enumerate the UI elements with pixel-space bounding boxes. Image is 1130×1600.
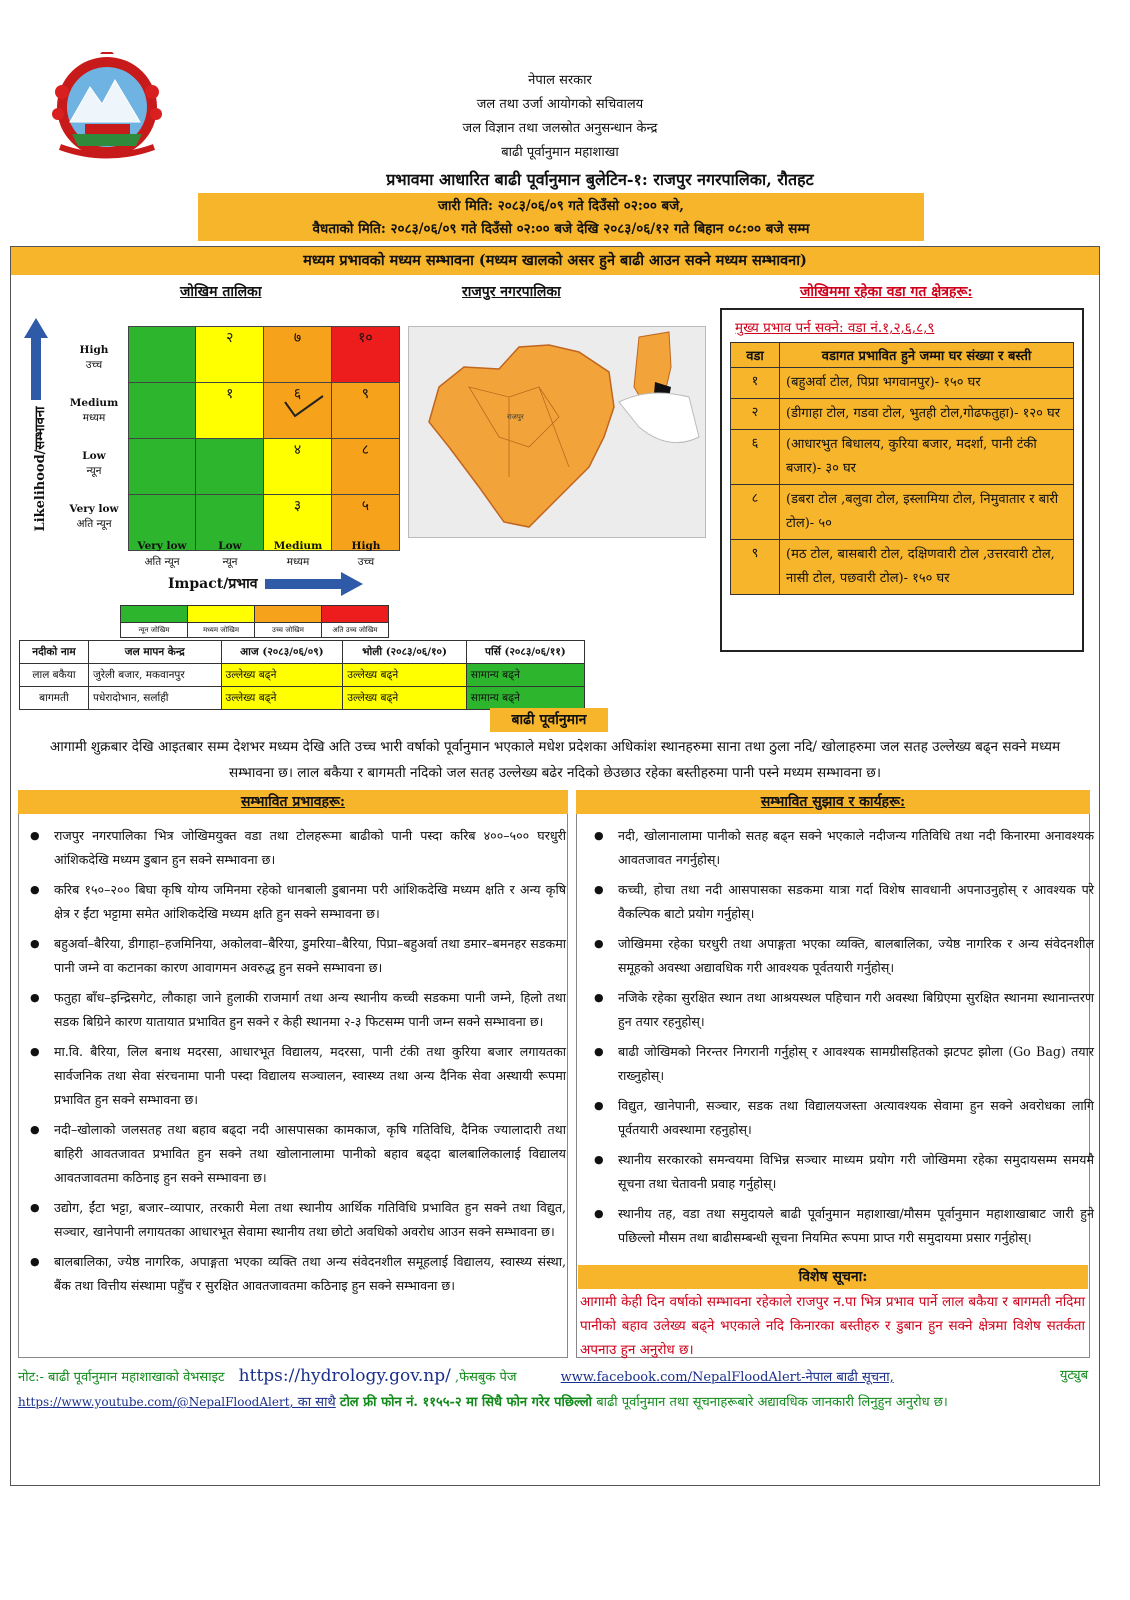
youtube-label: युट्युब	[1059, 1368, 1088, 1383]
river-name: बागमती	[20, 687, 89, 710]
likelihood-label-np: उच्च	[85, 359, 103, 371]
action-item: ● जोखिममा रहेका घरधुरी तथा अपाङ्गता भएका व्यक्ति, बालबालिका, ज्येष्ठ नागरिक र अन्य संवेदनशील समूहको अवस्था अद्यावधिक गरी आवश्यक पूर्वतयारी गर्नुहोस्।	[618, 932, 1094, 980]
nepal-emblem-icon	[40, 52, 175, 162]
department-name: जल विज्ञान तथा जलस्रोत अनुसन्धान केन्द्र	[462, 121, 658, 136]
ward-description: (मठ टोल, बासबारी टोल, दक्षिणवारी टोल ,उत्तरवारी टोल, नासी टोल, पछवारी टोल)- १५० घर	[780, 540, 1074, 595]
action-item: ● स्थानीय सरकारको समन्वयमा विभिन्न सञ्चार माध्यम प्रयोग गरी जोखिममा रहेका समुदायसम्म समयमै सूचना तथा चेतावनी प्रवाह गर्नुहोस्।	[618, 1148, 1094, 1196]
toll-end-text: बाढी पूर्वानुमान तथा सूचनाहरूबारे अद्यावधिक जानकारी लिनुहुन अनुरोध छ।	[596, 1395, 948, 1410]
impact-item: ● नदी–खोलाको जलसतह तथा बहाव बढ्दा नदी आसपासका कामकाज, कृषि गतिविधि, दैनिक ज्यालादारी तथा बाहिरी आवतजावत प्रभावित हुन सक्ने तथा खोलानालामा पानीको बहाव बढ्दा बालबालिकालाई विद्यालय आवतजावतमा कठिनाइ हुन सक्ने सम्भावना छ।	[54, 1118, 566, 1190]
issue-box	[198, 193, 924, 241]
footer-note	[18, 1364, 1088, 1415]
matrix-row	[129, 327, 400, 383]
risk-legend	[120, 605, 389, 638]
impact-label-en: Low	[218, 540, 242, 552]
facebook-name: -नेपाल बाढी सूचना,	[801, 1370, 894, 1385]
legend-swatch	[255, 606, 322, 623]
gov-name: नेपाल सरकार	[528, 73, 592, 88]
facebook-link[interactable]: www.facebook.com/NepalFloodAlert	[560, 1370, 802, 1385]
impact-label-np: अति न्यून	[144, 556, 180, 568]
ward-table	[730, 342, 1074, 595]
matrix-cell	[196, 439, 264, 495]
matrix-cell	[129, 439, 196, 495]
impact-label-en: High	[351, 540, 381, 552]
river-forecast-cell: सामान्य बढ्ने	[466, 664, 584, 687]
legend-swatches	[121, 606, 389, 623]
river-col-header: नदीको नाम	[20, 641, 89, 664]
river-forecast-cell: सामान्य बढ्ने	[466, 687, 584, 710]
toll-free-text: टोल फ्री फोन नं. ११५५-२ मा सिधै फोन गरेर पछिल्लो	[339, 1395, 593, 1410]
ward-row	[731, 540, 1074, 595]
impact-label-np: मध्यम	[286, 556, 310, 568]
matrix-cell	[129, 383, 196, 439]
river-col-header: आज (२०८३/०६/०९)	[221, 641, 343, 664]
matrix-cell: १	[196, 383, 264, 439]
action-item: ● कच्ची, होचा तथा नदी आसपासका सडकमा यात्रा गर्दा विशेष सावधानी अपनाउनुहोस् र आवश्यक परे वैकल्पिक बाटो प्रयोग गर्नुहोस्।	[618, 878, 1094, 926]
likelihood-label-en: Very low	[69, 503, 119, 515]
impacts-title: सम्भावित प्रभावहरू:	[18, 790, 568, 814]
matrix-cell	[129, 327, 196, 383]
likelihood-axis-label: Likelihood/सम्भावना	[33, 406, 48, 532]
ward-row	[731, 399, 1074, 430]
ward-description: (बहुअर्वा टोल, पिप्रा भगवानपुर)- १५० घर	[780, 368, 1074, 399]
impact-label	[128, 538, 196, 570]
impact-arrow-icon	[265, 572, 363, 596]
action-item: ● विद्युत, खानेपानी, सञ्चार, सडक तथा विद्यालयजस्ता अत्यावश्यक सेवामा हुन सक्ने अवरोधका लागि पूर्वतयारी अवस्थामा रहनुहोस्।	[618, 1094, 1094, 1142]
impacts-list	[20, 824, 566, 1304]
risk-matrix-title: जोखिम तालिका	[180, 284, 262, 300]
river-name: लाल बकैया	[20, 664, 89, 687]
issue-date: जारी मिति: २०८३/०६/०९ गते दिउँसो ०२:०० बजे,	[438, 198, 684, 214]
impact-banner: मध्यम प्रभावको मध्यम सम्भावना (मध्यम खालको असर हुने बाढी आउन सक्ने मध्यम सम्भावना)	[11, 247, 1099, 275]
ward-row	[731, 430, 1074, 485]
matrix-cell: ३	[264, 495, 332, 551]
action-item: ● नजिके रहेका सुरक्षित स्थान तथा आश्रयस्थल पहिचान गरी अवस्था बिग्रिएमा सुरक्षित स्थानमा स्थानान्तरण हुन तयार रहनुहोस्।	[618, 986, 1094, 1034]
impact-label-np: उच्च	[357, 556, 375, 568]
action-item: ● नदी, खोलानालामा पानीको सतह बढ्न सक्ने भएकाले नदीजन्य गतिविधि तथा नदी किनारमा अनावश्यक आवतजावत नगर्नुहोस्।	[618, 824, 1094, 872]
likelihood-label-en: High	[79, 344, 109, 356]
impact-item: ● राजपुर नगरपालिका भित्र जोखिमयुक्त वडा तथा टोलहरूमा बाढीको पानी पस्दा करिब ४००–५०० घरधुरी आंशिकदेखि मध्यम डुबान हुन सक्ने सम्भावना छ।	[54, 824, 566, 872]
likelihood-label	[58, 396, 130, 426]
division-name: बाढी पूर्वानुमान महाशाखा	[501, 145, 619, 160]
legend-label: अति उच्च जोखिम	[322, 623, 389, 638]
likelihood-label-np: न्यून	[86, 465, 102, 477]
legend-label: उच्च जोखिम	[255, 623, 322, 638]
validity-date: वैधताको मिति: २०८३/०६/०९ गते दिउँसो ०२:०० बजे देखि २०८३/०६/१२ गते बिहान ०८:०० बजे सम्म	[312, 221, 810, 237]
river-row	[20, 664, 585, 687]
ward-row	[731, 485, 1074, 540]
ward-description: (डबरा टोल ,बलुवा टोल, इस्लामिया टोल, निमुवातार र बारी टोल)- ५०	[780, 485, 1074, 540]
impact-label-en: Medium	[273, 540, 323, 552]
forecast-title: बाढी पूर्वानुमान	[490, 708, 608, 732]
impact-label	[264, 538, 332, 570]
river-forecast-cell: उल्लेख्य बढ्ने	[343, 687, 467, 710]
legend-swatch	[188, 606, 255, 623]
impact-label-en: Very low	[137, 540, 187, 552]
ward-col-header: वडा	[731, 343, 780, 368]
likelihood-label-en: Low	[82, 450, 106, 462]
youtube-link[interactable]: https://www.youtube.com/@NepalFloodAlert	[18, 1395, 290, 1409]
matrix-row	[129, 383, 400, 439]
likelihood-label	[58, 502, 130, 532]
legend-label: मध्यम जोखिम	[188, 623, 255, 638]
ward-number: ८	[731, 485, 780, 540]
river-forecast-cell: उल्लेख्य बढ्ने	[343, 664, 467, 687]
matrix-cell: ५	[331, 495, 399, 551]
map-town-label: राजपुर	[507, 413, 524, 421]
likelihood-label	[58, 449, 130, 479]
impact-item: ● फतुहा बाँध–इन्द्रिसगेट, लौकाहा जाने हुलाकी राजमार्ग तथा अन्य स्थानीय कच्ची सडकमा पानी जम्ने, हिलो तथा सडक बिग्रिने कारण यातायात प्रभावित हुन सक्ने र केही स्थानमा २-३ फिटसम्म पानी जम्न सक्ने सम्भावना छ।	[54, 986, 566, 1034]
matrix-row	[129, 439, 400, 495]
impact-label	[196, 538, 264, 570]
ward-number: ९	[731, 540, 780, 595]
risk-matrix-grid	[128, 326, 400, 551]
matrix-cell: ६	[264, 383, 332, 439]
ward-description: (आधारभुत बिधालय, कुरिया बजार, मदर्शा, पानी टंकी बजार)- ३० घर	[780, 430, 1074, 485]
legend-swatch	[121, 606, 188, 623]
ward-areas-title: जोखिममा रहेका वडा गत क्षेत्रहरू:	[800, 284, 973, 300]
impact-item: ● बालबालिका, ज्येष्ठ नागरिक, अपाङ्गता भएका व्यक्ति तथा अन्य संवेदनशील समूहलाई विद्यालय, स्वास्थ्य संस्था, बैंक तथा वित्तीय संस्थामा पहुँच र सुरक्षित आवतजावतमा कठिनाइ हुन सक्ने सम्भावना छ।	[54, 1250, 566, 1298]
legend-swatch	[322, 606, 389, 623]
likelihood-label-np: अति न्यून	[76, 518, 112, 530]
secretariat-name: जल तथा उर्जा आयोगको सचिवालय	[476, 97, 644, 112]
impact-axis-label: Impact/प्रभाव	[168, 576, 258, 592]
special-notice-title: विशेष सूचना:	[578, 1265, 1088, 1289]
impact-label-np: न्यून	[222, 556, 238, 568]
matrix-cell: १०	[331, 327, 399, 383]
matrix-cell: ८	[331, 439, 399, 495]
forecast-text: आगामी शुक्रबार देखि आइतबार सम्म देशभर मध्यम देखि अति उच्च भारी वर्षाको पूर्वानुमान भएकाले मधेश प्रदेशका अधिकांश स्थानहरुमा साना तथा ठुला नदि/ खोलाहरुमा जल सतह उल्लेख्य बढ्न सक्ने मध्यम सम्भावना छ। लाल बकैया र बागमती नदिको जल सतह उल्लेख्य बढेर नदिको छेउछाउ रहेका बस्तीहरुमा पानी पस्ने मध्यम सम्भावना छ।	[49, 739, 1061, 781]
website-link[interactable]: https://hydrology.gov.np/	[238, 1366, 451, 1386]
ward-row	[731, 368, 1074, 399]
station-name: पधेरादोभान, सर्लाही	[88, 687, 221, 710]
ward-description: (डीगाहा टोल, गडवा टोल, भुतही टोल,गोढफतुहा)- १२० घर	[780, 399, 1074, 430]
matrix-cell: २	[196, 327, 264, 383]
likelihood-label-np: मध्यम	[82, 412, 106, 424]
likelihood-label	[58, 343, 130, 373]
impact-label	[332, 538, 400, 570]
legend-label: न्यून जोखिम	[121, 623, 188, 638]
matrix-cell: ७	[264, 327, 332, 383]
matrix-cell: ४	[264, 439, 332, 495]
likelihood-arrow-icon	[24, 318, 48, 400]
impact-item: ● बहुअर्वा–बैरिया, डीगाहा–हजमिनिया, अकोलवा–बैरिया, डुमरिया–बैरिया, पिप्रा–बहुअर्वा तथा डमार–बमनहर सडकमा पानी जम्ने वा कटानका कारण आवागमन अवरुद्ध हुन सक्ने सम्भावना छ।	[54, 932, 566, 980]
river-forecast-cell: उल्लेख्य बढ्ने	[221, 664, 343, 687]
river-forecast-table	[19, 640, 585, 710]
ward-number: २	[731, 399, 780, 430]
river-header-row	[20, 641, 585, 664]
river-col-header: जल मापन केन्द्र	[88, 641, 221, 664]
river-row	[20, 687, 585, 710]
action-item: ● बाढी जोखिमको निरन्तर निगरानी गर्नुहोस् र आवश्यक सामग्रीसहितको झटपट झोला (Go Bag) तयार राख्नुहोस्।	[618, 1040, 1094, 1088]
toll-prefix: , का साथै	[289, 1395, 336, 1410]
river-col-header: भोली (२०८३/०६/१०)	[343, 641, 467, 664]
ward-number: ६	[731, 430, 780, 485]
ward-header-row	[731, 343, 1074, 368]
likelihood-label-en: Medium	[69, 397, 119, 409]
actions-title: सम्भावित सुझाव र कार्यहरू:	[576, 790, 1090, 814]
river-col-header: पर्सि (२०८३/०६/११)	[466, 641, 584, 664]
footer-note-text: नोट:- बाढी पूर्वानुमान महाशाखाको वेभसाइट	[18, 1370, 225, 1385]
river-forecast-cell: उल्लेख्य बढ्ने	[221, 687, 343, 710]
facebook-label: ,फेसबुक पेज	[454, 1370, 517, 1385]
current-risk-checkmark-icon	[283, 392, 328, 422]
impact-item: ● मा.वि. बैरिया, लिल बनाथ मदरसा, आधारभूत विद्यालय, मदरसा, पानी टंकी तथा कुरिया बजार लगायतका सार्वजनिक तथा सेवा संरचनामा पानी पस्दा विद्यालय सञ्चालन, स्वास्थ्य तथा अन्य दैनिक सेवा अस्थायी रूपमा प्रभावित हुन सक्ने सम्भावना छ।	[54, 1040, 566, 1112]
action-item: ● स्थानीय तह, वडा तथा समुदायले बाढी पूर्वानुमान महाशाखा/मौसम पूर्वानुमान महाशाखाबाट जारी हुने पछिल्लो मौसम तथा बाढीसम्बन्धी सूचना नियमित रूपमा प्राप्त गरी समुदायमा प्रसार गर्नुहोस्।	[618, 1202, 1094, 1250]
impact-item: ● उद्योग, ईंटा भट्टा, बजार–व्यापार, तरकारी मेला तथा स्थानीय आर्थिक गतिविधि प्रभावित हुन सक्ने तथा विद्युत, सञ्चार, खानेपानी लगायतका आधारभूत सेवामा स्थानीय तथा छोटो अवधिको अवरोध आउन सक्ने सम्भावना छ।	[54, 1196, 566, 1244]
bulletin-title: प्रभावमा आधारित बाढी पूर्वानुमान बुलेटिन-१: राजपुर नगरपालिका, रौतहट	[386, 170, 814, 189]
station-name: जुरेली बजार, मकवानपुर	[88, 664, 221, 687]
impact-item: ● करिब १५०–२०० बिघा कृषि योग्य जमिनमा रहेको धानबाली डुबानमा परी आंशिकदेखि मध्यम क्षति र अन्य कृषि क्षेत्र र ईंटा भट्टामा समेत आंशिकदेखि मध्यम क्षति हुन सक्ने सम्भावना छ।	[54, 878, 566, 926]
map-title: राजपुर नगरपालिका	[462, 284, 561, 300]
matrix-cell: ९	[331, 383, 399, 439]
ward-number: १	[731, 368, 780, 399]
main-affected-wards: मुख्य प्रभाव पर्न सक्ने: वडा नं.१,२,६,८,९	[735, 320, 935, 336]
legend-labels	[121, 623, 389, 638]
ward-col-header: वडागत प्रभावित हुने जम्मा घर संख्या र बस्ती	[780, 343, 1074, 368]
actions-list	[584, 824, 1094, 1256]
special-notice-text: आगामी केही दिन वर्षाको सम्भावना रहेकाले राजपुर न.पा भित्र प्रभाव पार्ने लाल बकैया र बागमती नदिमा पानीको बहाव उलेख्य बढ्ने भएकाले नदि किनारका बस्तीहरु र डुबान हुन सक्ने क्षेत्रमा विशेष सतर्कता अपनाउ हुन अनुरोध छ।	[580, 1294, 1085, 1358]
municipality-map	[408, 326, 706, 538]
